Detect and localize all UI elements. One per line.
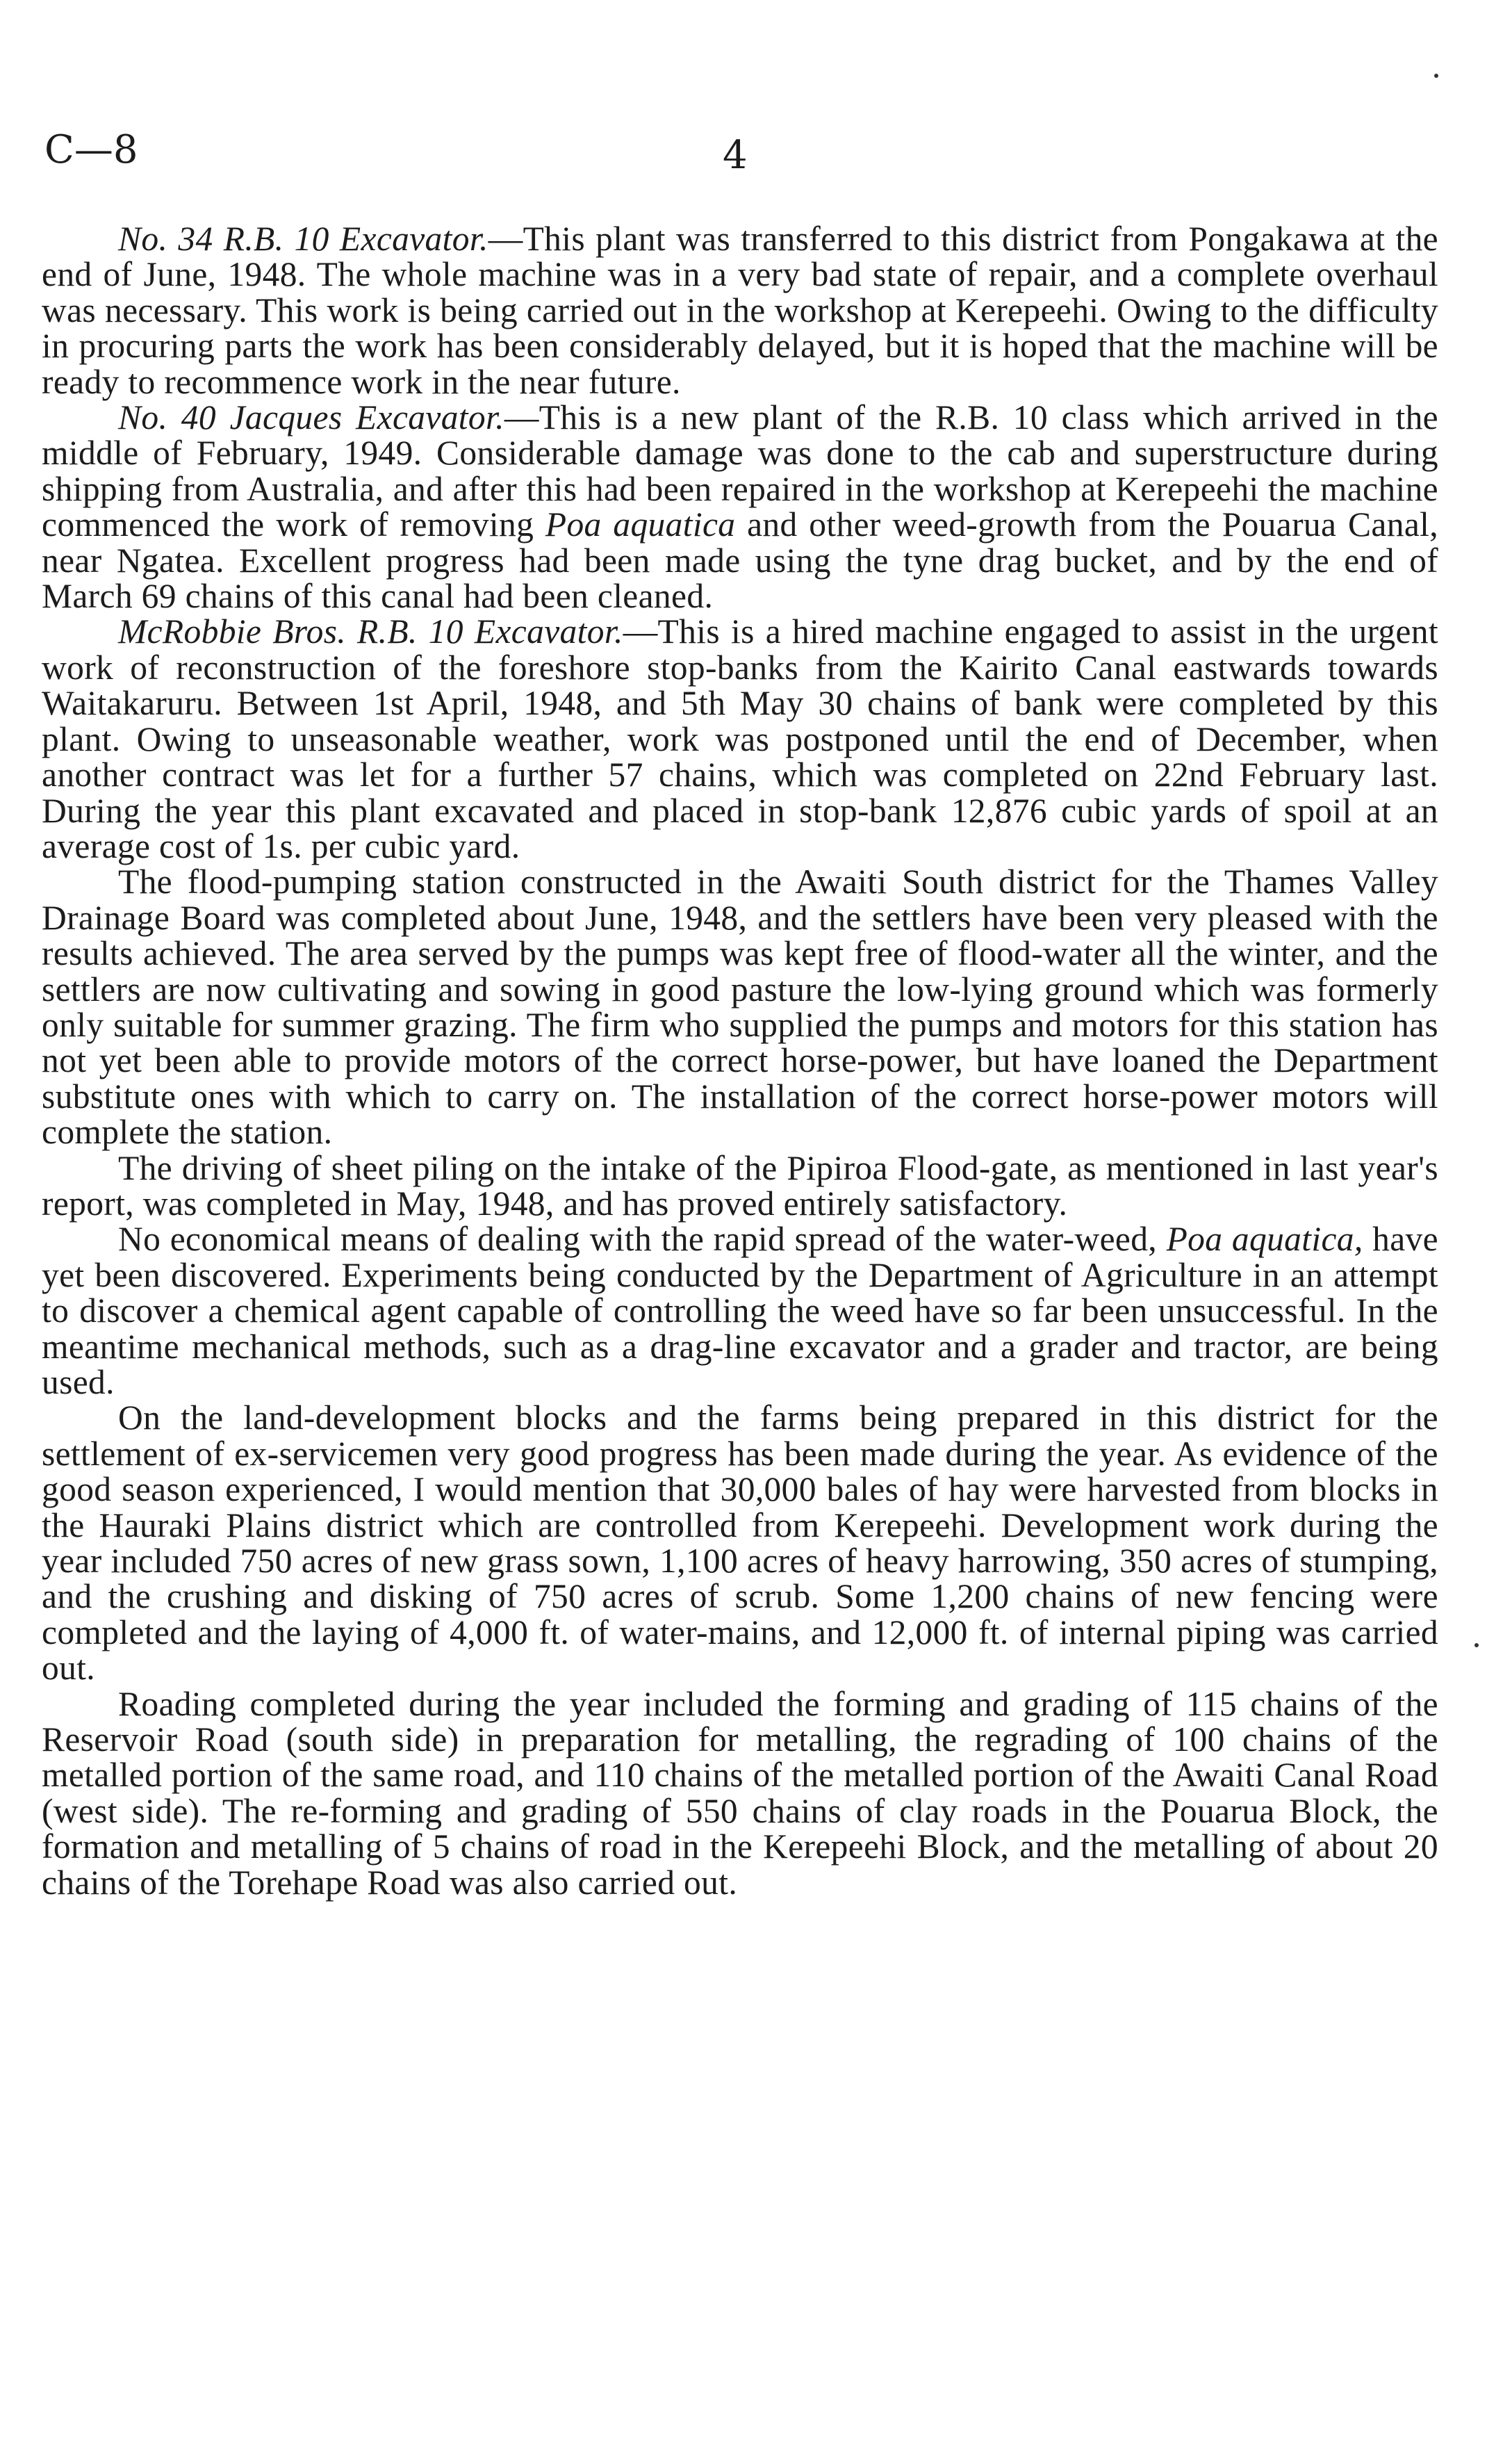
paragraph-text: and other weed-growth from the Pouarua Canal, near Ngatea. Excellent progress had been made using the tyne drag bucket, and by the end of March 69 chains of this canal had been cleaned. bbox=[42, 505, 1438, 616]
paragraph-excavator-34 bbox=[42, 221, 1438, 400]
page-number: 4 bbox=[723, 133, 748, 178]
paragraph-text: —This plant was transferred to this district from Pongakawa at the end of June, 1948. The whole machine was in a very bad state of repair, and a complete overhaul was necessary. This work is being carried out in the workshop at Kerepeehi. Owing to the difficulty in procuring parts the work has been considerably delayed, but it is hoped that the machine will be ready to recommence work in the near future. bbox=[42, 220, 1438, 401]
paragraph-mcrobbie-excavator bbox=[42, 614, 1438, 864]
paragraph-water-weed bbox=[42, 1221, 1438, 1400]
paragraph-flood-pumping: The flood-pumping station constructed in the Awaiti South district for the Thames Valley Drainage Board was completed about June, 1948, and the settlers have been very pleased with the results achieved. The area served by the pumps was kept free of flood-water all the winter, and the settlers are now cultivating and sowing in good pasture the low-lying ground which was formerly only suitable for summer grazing. The firm who supplied the pumps and motors for this station has not yet been able to provide motors of the correct horse-power, but have loaned the Department substitute ones with which to carry on. The installation of the correct horse-power motors will complete the station. bbox=[42, 863, 1438, 1152]
body-text bbox=[42, 221, 1438, 1900]
paragraph-land-development: On the land-development blocks and the farms being prepared in this district for the settlement of ex-servicemen very good progress has been made during the year. As evidence of the good season experienced, I would mention that 30,000 bales of hay were harvested from blocks in the Hauraki Plains district which are controlled from Kerepeehi. Development work during the year included 750 acres of new grass sown, 1,100 acres of heavy harrowing, 350 acres of stumping, and the crushing and disking of 750 acres of scrub. Some 1,200 chains of new fencing were completed and the laying of 4,000 ft. of water-mains, and 12,000 ft. of internal piping was carried out. bbox=[42, 1398, 1438, 1688]
paragraph-heading: No. 40 Jacques Excavator. bbox=[118, 398, 504, 437]
paragraph-text: —This is a new plant of the R.B. 10 class which arrived in the middle of February, 1949. Considerable damage was done to the cab and superstructure during shipping from Australia, and after this had been repaired in the workshop at Kerepeehi the machine commenced the work of removing bbox=[42, 398, 1438, 544]
species-name: Poa aquatica, bbox=[1166, 1220, 1363, 1259]
species-name: Poa aquatica bbox=[545, 505, 736, 544]
paragraph-sheet-piling: The driving of sheet piling on the intake of the Pipiroa Flood-gate, as mentioned in last year's report, was completed in May, 1948, and has proved entirely satisfactory. bbox=[42, 1148, 1438, 1223]
paragraph-text: have yet been discovered. Experiments being conducted by the Department of Agriculture in an attempt to discover a chemical agent capable of controlling the weed have so far been unsuccessful. In the meantime mechanical methods, such as a drag-line excavator and a grader and tractor, are being used. bbox=[42, 1220, 1438, 1401]
series-label: C—8 bbox=[44, 127, 138, 172]
paragraph-excavator-40 bbox=[42, 400, 1438, 614]
paragraph-text: No economical means of dealing with the rapid spread of the water-weed, bbox=[118, 1220, 1167, 1259]
paragraph-text: —This is a hired machine engaged to assist in the urgent work of reconstruction of the foreshore stop-banks from the Kairito Canal eastwards towards Waitakaruru. Between 1st April, 1948, and 5th May 30 chains of bank were completed by this plant. Owing to unseasonable weather, work was postponed until the end of December, when another contract was let for a further 57 chains, which was completed on 22nd February last. During the year this plant excavated and placed in stop-bank 12,876 cubic yards of spoil at an average cost of 1s. per cubic yard. bbox=[42, 612, 1439, 865]
paragraph-roading: Roading completed during the year included the forming and grading of 115 chains of the Reservoir Road (south side) in preparation for metalling, the regrading of 100 chains of the metalled portion of the same road, and 110 chains of the metalled portion of the Awaiti Canal Road (west side). The re-forming and grading of 550 chains of clay roads in the Pouarua Block, the formation and metalling of 5 chains of road in the Kerepeehi Block, and the metalling of about 20 chains of the Torehape Road was also carried out. bbox=[42, 1684, 1438, 1902]
paragraph-heading: McRobbie Bros. R.B. 10 Excavator. bbox=[118, 612, 623, 651]
scan-speck bbox=[1434, 74, 1438, 78]
scan-speck bbox=[1474, 1643, 1479, 1647]
paragraph-heading: No. 34 R.B. 10 Excavator. bbox=[118, 220, 488, 258]
